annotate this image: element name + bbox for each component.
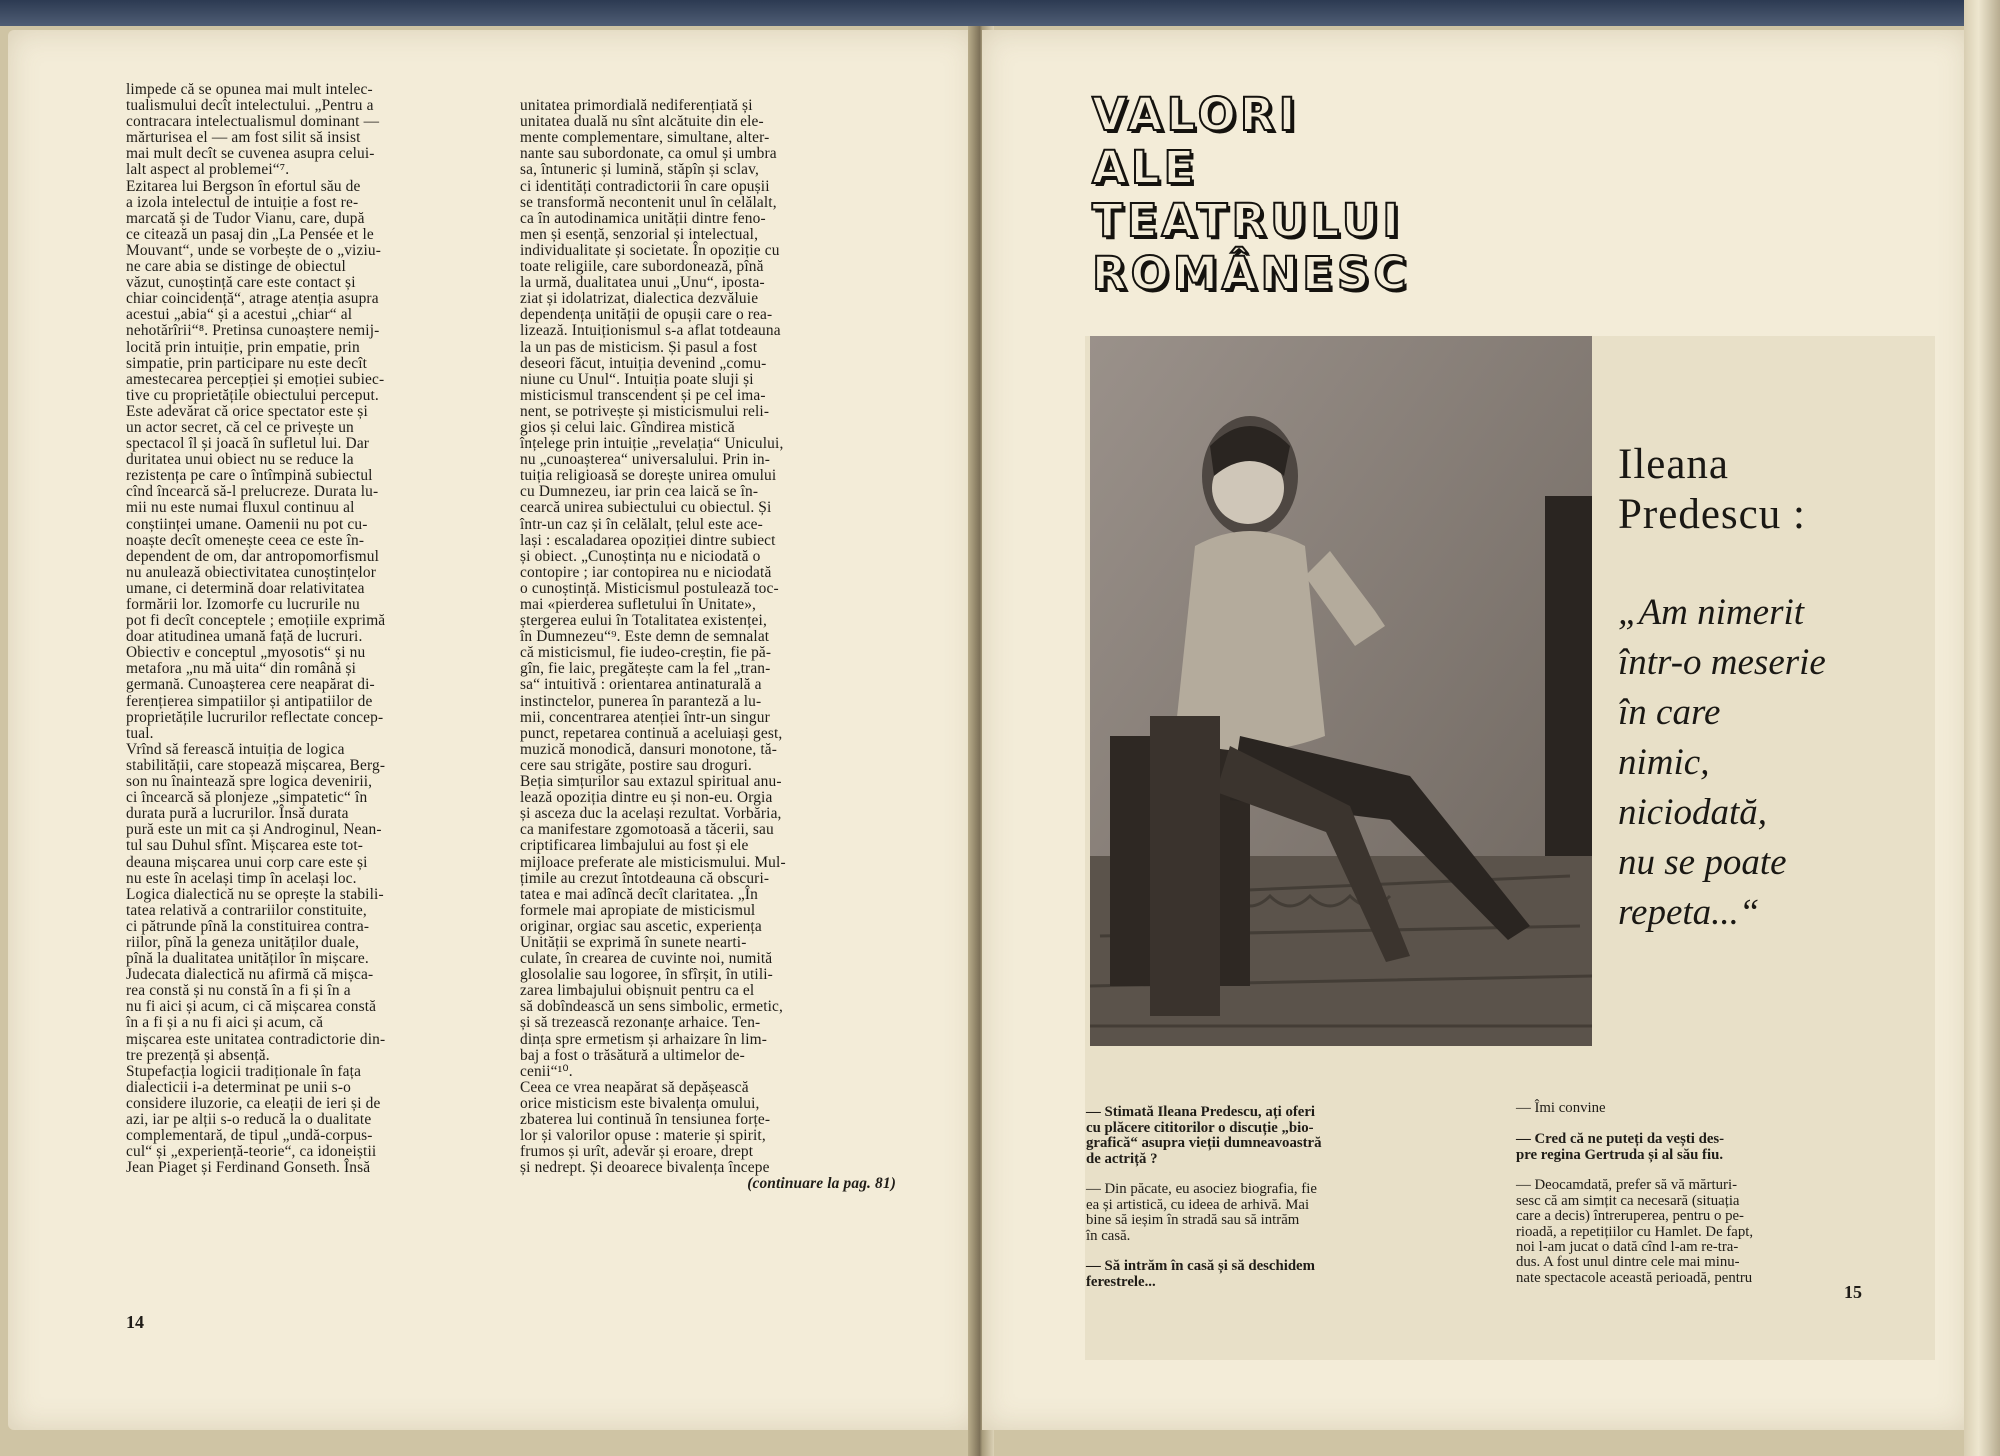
series-title-line: VALORI <box>1092 88 1300 141</box>
interview-answer: — Deocamdată, prefer să vă mărturi- sesc că am simțit ca necesară (situația care a decis) întreruperea, pentru o pe- rioadă, a repetițiilor cu Hamlet. De fapt, noi l-am jucat o dată cînd l-am re-tra- dus. A fost unul dintre cele mai minu- nate spectacole această perioadă, pentru <box>1516 1177 1754 1286</box>
interview-answer: — Îmi convine <box>1516 1100 1606 1117</box>
interview-question: — Stimată Ileana Predescu, ați oferi cu plăcere cititorilor o discuție „bio- grafică“ asupra vieții dumneavoastră de actriță ? <box>1086 1104 1322 1167</box>
interview-question: — Cred că ne puteți da vești des- pre regina Gertruda și al său fiu. <box>1516 1131 1725 1163</box>
interview-question: — Să intrăm în casă și să deschidem ferestrele... <box>1086 1258 1315 1290</box>
left-page <box>8 30 976 1430</box>
series-title-line: ROMÂNESC <box>1092 247 1411 300</box>
series-title-line: TEATRULUI <box>1092 194 1404 247</box>
right-page <box>982 30 1970 1430</box>
interview-column-2 <box>1516 1086 1832 1302</box>
book-binding-top <box>0 0 2000 26</box>
text-column-2 <box>520 82 896 1209</box>
photo-illustration <box>1090 336 1592 1046</box>
book-edge-right <box>1964 0 2000 1456</box>
page-number-left: 14 <box>126 1312 144 1332</box>
interview-answer: — Din păcate, eu asociez biografia, fie ea și artistică, cu ideea de arhivă. Mai bine să ieșim în stradă sau să intrăm în casă. <box>1086 1181 1317 1244</box>
page-number-right: 15 <box>1844 1282 1862 1302</box>
headline-quote: „Am nimerit într-o meserie în care nimic, niciodată, nu se poate repeta...“ <box>1618 592 1826 933</box>
text-column-1: limpede că se opunea mai mult intelec- tualismului decît intelectului. „Pentru a contracara intelectualismul dominant — mărturisea el — am fost silit să insist mai mult decît se cuvenea asupra celui- lalt aspect al problemei“⁷. Ezitarea lui Bergson în efortul său de a izola intelectul de intuiție a fost re- marcată și de Tudor Vianu, care, după ce citează un pasaj din „La Pensée et le Mouvant“, unde se vorbește de o „viziu- ne care abia se distinge de obiectul văzut, cunoștință care este contact și chiar coincidență“, atrage atenția asupra acestui „abia“ și a acestui „chiar“ al nehotărîrii“⁸. Pretinsa cunoaștere nemij- locită prin intuiție, prin empatie, prin simpatie, prin participare nu este decît amestecarea percepției și emoției subiec- tive cu proprietățile obiectului perceput. Este adevărat că orice spectator este și un actor secret, că cel ce privește un spectacol îl și joacă în sufletul lui. Dar duritatea unui obiect nu se reduce la rezistența pe care o întîmpină subiectul cînd încearcă să-l prelucreze. Durata lu- mii nu este numai fluxul continuu al conștiinței umane. Oamenii nu pot cu- noaște decît omenește ceea ce este în- dependent de om, dar antropomorfismul nu anulează obiectivitatea cunoștințelor umane, ci determină doar relativitatea formării lor. Izomorfe cu lucrurile nu pot fi decît conceptele ; emoțiile exprimă doar atitudinea umană față de lucruri. Obiectiv e conceptul „myosotis“ și nu metafora „nu mă uita“ din română și germană. Cunoașterea cere neapărat di- ferențierea simpatiilor și antipatiilor de proprietățile lucrurilor reflectate concep- tual. Vrînd să ferească intuiția de logica stabilității, care stopează mișcarea, Berg- son nu înaintează spre logica devenirii, ci încearcă să plonjeze „simpatetic“ în durata pură a lucrurilor. Însă durata pură este un mit ca și Androginul, Nean- tul sau Duhul sfînt. Mișcarea este tot- deauna mișcarea unui corp care este și nu este în același timp în același loc. Logica dialectică nu se oprește la stabili- tatea relativă a contrariilor constituite, ci pătrunde pînă la constituirea contra- riilor, pînă la geneza unităților duale, pînă la dualitatea unităților în mișcare. Judecata dialectică nu afirmă că mișca- rea constă și nu constă în a fi și în a nu fi aici și acum, ci că mișcarea constă în a fi și a nu fi aici și acum, că mișcarea este unitatea contradictorie din- tre prezență și absență. Stupefacția logicii tradiționale în fața dialecticii i-a determinat pe unii s-o considere iluzorie, ca eleații de ieri și de azi, iar pe alții s-o reducă la o dualitate complementară, de tipul „undă-corpus- cul“ și „experiență-teorie“, ca idoneiștii Jean Piaget și Ferdinand Gonseth. Însă <box>126 81 386 1177</box>
actress-photo <box>1090 336 1592 1046</box>
text-column-2-body: unitatea primordială nediferențiată și unitatea duală nu sînt alcătuite din ele- mente complementare, simultane, alter- nante sau subordonate, ca omul și umbra sa, întuneric și lumină, stăpîn și sclav, ci identități contradictorii în care opușii se transformă necontenit unul în celălalt, ca în autodinamica unității dintre feno- men și esență, senzorial și intelectual, individualitate și societate. În opoziție cu toate religiile, care subordonează, pînă la urmă, dualitatea unui „Unu“, iposta- ziat și idolatrizat, dialectica dezvăluie dependența unității de opușii care o rea- lizează. Intuiționismul s-a aflat totdeauna la un pas de misticism. Și pasul a fost deseori făcut, intuiția devenind „comu- niune cu Unul“. Intuiția poate sluji și misticismul transcendent și pe cel ima- nent, se potrivește și misticismului reli- gios și celui laic. Gîndirea mistică înțelege prin intuiție „revelația“ Unicului, nu „cunoașterea“ universalului. Prin in- tuiția religioasă se dorește unirea omului cu Dumnezeu, iar prin cea laică se în- cearcă unirea subiectului cu obiectul. Și într-un caz și în celălalt, țelul este ace- lași : escaladarea opoziției dintre subiect și obiect. „Cunoștința nu e niciodată o contopire ; iar contopirea nu e niciodată o cunoștință. Misticismul postulează toc- mai «pierderea sufletului în Unitate», ștergerea eului în Totalitatea existenței, în Dumnezeu“⁹. Este demn de semnalat că misticismul, fie iudeo-creștin, fie pă- gîn, fie laic, pregătește cam la fel „tran- sa“ intuitivă : orientarea antinaturală a instinctelor, punerea în paranteză a lu- mii, concentrarea atenției într-un singur punct, repetarea continuă a aceluiași gest, muzică monodică, dansuri monotone, tă- cere sau strigăte, postire sau droguri. Beția simțurilor sau extazul spiritual anu- lează opoziția dintre eu și non-eu. Orgia și asceza duc la același rezultat. Vorbăria, ca manifestare zgomotoasă a tăcerii, sau criptificarea limbajului au fost și ele mijloace preferate ale misticismului. Mul- țimile au crezut întotdeauna că obscuri- tatea e mai adîncă decît claritatea. „În formele mai apropiate de misticismul originar, orgiac sau ascetic, experiența Unității se exprimă în sunete nearti- culate, în crearea de cuvinte noi, numită glosolalie sau logoree, în sfîrșit, în utili- zarea limbajului obișnuit pentru ca el să dobîndească un sens simbolic, ermetic, și să trezească rezonanțe arhaice. Ten- dința spre ermetism și arhaizare în lim- baj a fost o trăsătură a ultimelor de- cenii“¹⁰. Ceea ce vrea neapărat să depășească orice misticism este bivalența omului, zbaterea lui continuă în tensiunea forțe- lor și valorilor opuse : materie și spirit, frumos și urît, adevăr și eroare, drept și nedrept. Și deoarece bivalența începe <box>520 97 786 1177</box>
series-title-line: ALE <box>1092 141 1199 194</box>
series-title <box>1092 88 1482 300</box>
continuation-note: (continuare la pag. 81) <box>747 1175 896 1193</box>
interviewee-name: Ileana Predescu : <box>1618 441 1806 538</box>
interview-column-1 <box>1086 1090 1454 1306</box>
